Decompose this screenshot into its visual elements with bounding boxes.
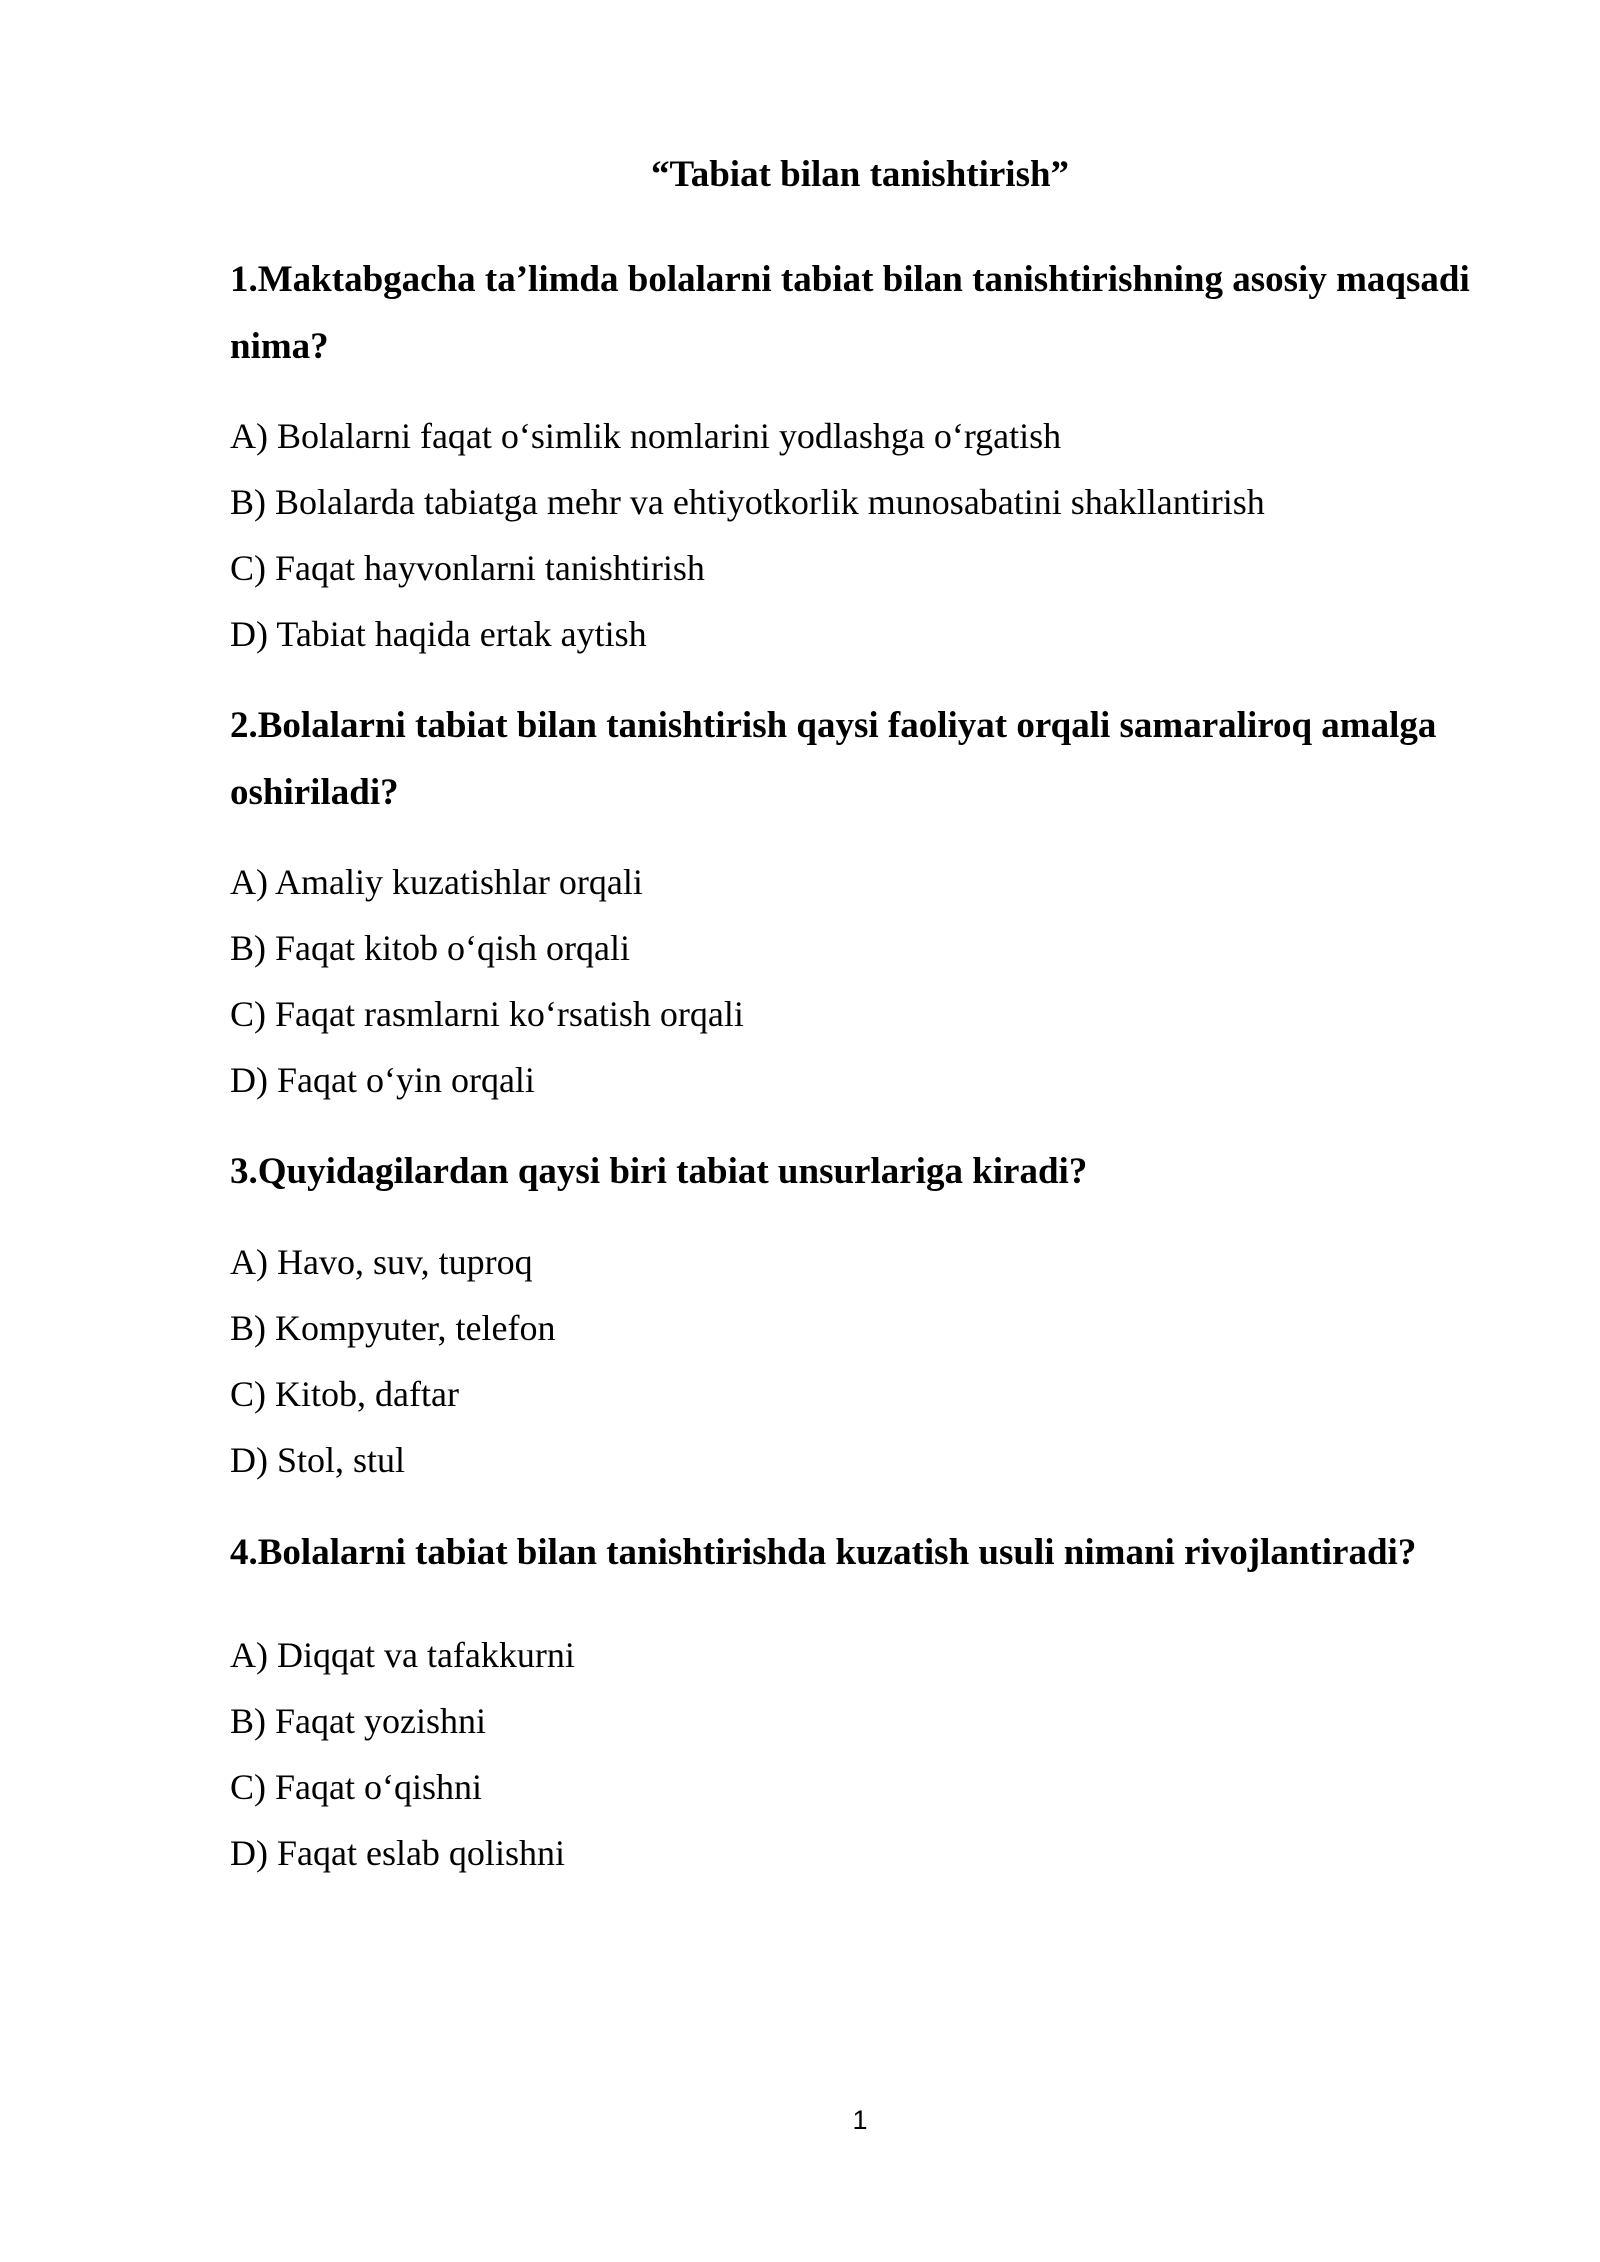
- question-2: [230, 692, 1480, 1113]
- answer-options: [230, 403, 1480, 667]
- answer-options: [230, 1622, 1480, 1886]
- answer-option-c: C) Faqat hayvonlarni tanishtirish: [230, 548, 705, 588]
- question-4: [230, 1519, 1480, 1886]
- question-text: 1.Maktabgacha ta’limda bolalarni tabiat bilan tanishtirishning asosiy maqsadi nima?: [230, 259, 1470, 367]
- answer-option-b: B) Kompyuter, telefon: [230, 1308, 556, 1348]
- answer-option-c: C) Faqat o‘qishni: [230, 1767, 482, 1807]
- answer-option-b: B) Faqat yozishni: [230, 1701, 486, 1741]
- answer-option-a: A) Amaliy kuzatishlar orqali: [230, 862, 643, 902]
- answer-option-d: D) Tabiat haqida ertak aytish: [230, 614, 647, 654]
- answer-option-c: C) Kitob, daftar: [230, 1374, 459, 1414]
- question-text: 4.Bolalarni tabiat bilan tanishtirishda kuzatish usuli nimani rivojlantiradi?: [230, 1532, 1417, 1573]
- question-text: 3.Quyidagilardan qaysi biri tabiat unsurlariga kiradi?: [230, 1151, 1088, 1192]
- question-3: [230, 1138, 1480, 1493]
- answer-options: [230, 849, 1480, 1113]
- answer-options: [230, 1229, 1480, 1493]
- answer-option-a: A) Havo, suv, tuproq: [230, 1242, 533, 1282]
- answer-option-d: D) Faqat o‘yin orqali: [230, 1060, 535, 1100]
- page-number: 1: [852, 2105, 868, 2135]
- answer-option-d: D) Stol, stul: [230, 1440, 406, 1480]
- question-text: 2.Bolalarni tabiat bilan tanishtirish qaysi faoliyat orqali samaraliroq amalga oshiriladi?: [230, 705, 1437, 813]
- answer-option-b: B) Faqat kitob o‘qish orqali: [230, 928, 630, 968]
- document-title: “Tabiat bilan tanishtirish”: [650, 154, 1070, 195]
- answer-option-b: B) Bolalarda tabiatga mehr va ehtiyotkorlik munosabatini shakllantirish: [230, 482, 1265, 522]
- answer-option-a: A) Diqqat va tafakkurni: [230, 1635, 575, 1675]
- answer-option-d: D) Faqat eslab qolishni: [230, 1833, 565, 1873]
- question-1: [230, 246, 1480, 667]
- answer-option-a: A) Bolalarni faqat o‘simlik nomlarini yodlashga o‘rgatish: [230, 416, 1062, 456]
- answer-option-c: C) Faqat rasmlarni ko‘rsatish orqali: [230, 994, 744, 1034]
